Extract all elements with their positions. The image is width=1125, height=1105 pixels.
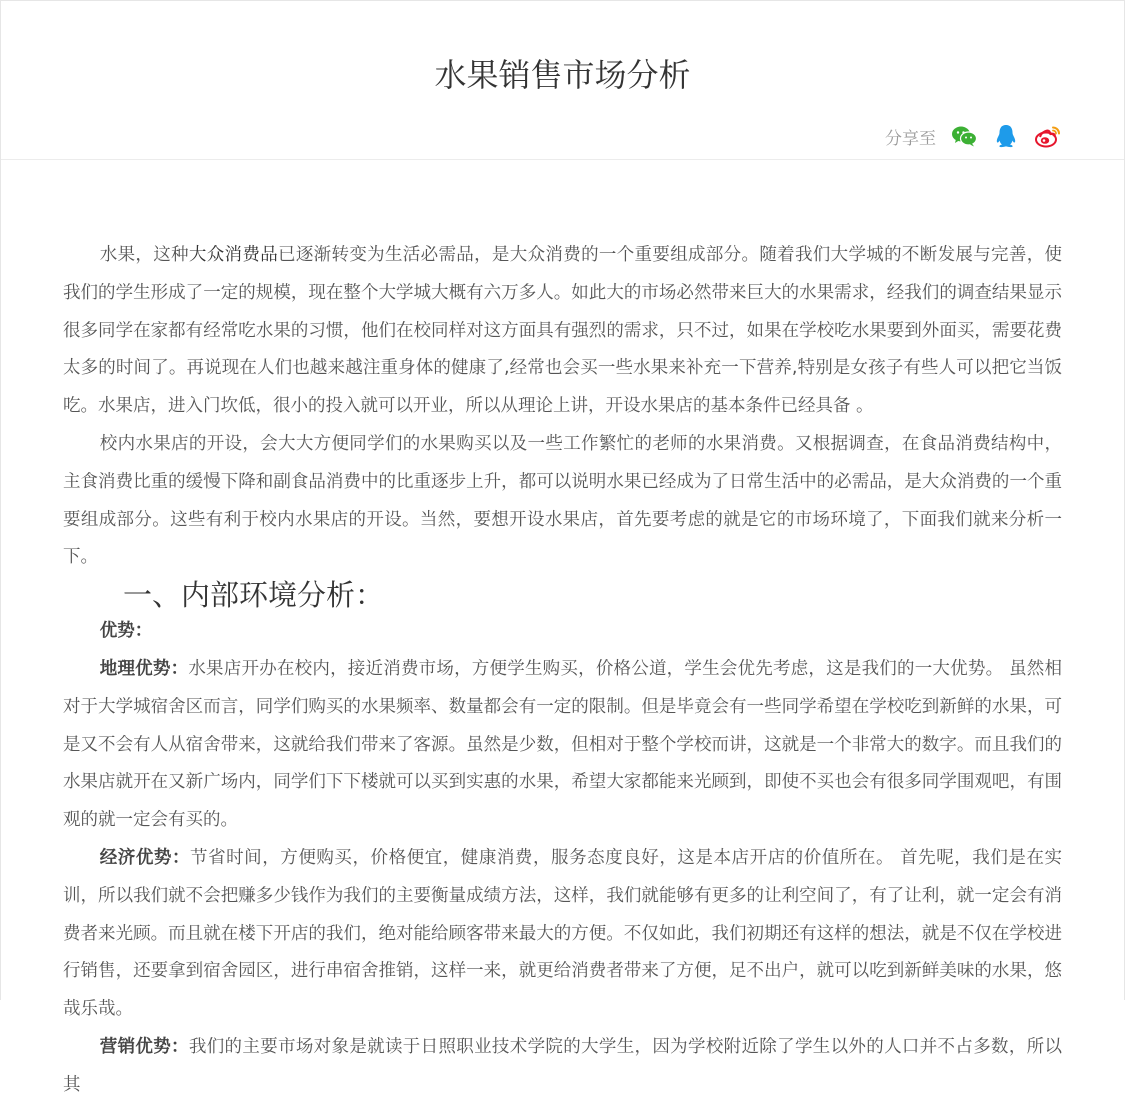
page-title: 水果销售市场分析 [434,56,691,94]
share-bar [885,122,1062,150]
geo-text: 水果店开办在校内，接近消费市场，方便学生购买，价格公道，学生会优先考虑，这是我们的一大优势。 虽然相对于大学城宿舍区而言，同学们购买的水果频率、数量都会有一定的限制。但是毕竟会有一些同学希望在学校吃到新鲜的水果，可是又不会有人从宿舍带来，这就给我们带来了客源。虽然是少数，但相对于整个学校而讲，这就是一个非常大的数字。而且我们的水果店就开在又新广场内，同学们下下楼就可以买到实惠的水果，希望大家都能来光顾到，即使不买也会有很多同学围观吧，有围观的就一定会有买的。 [63,658,1063,831]
paragraph-intro-text-b: 已逐渐转变为生活必需品，是大众消费的一个重要组成部分。随着我们大学城的不断发展与完善，使我们的学生形成了一定的规模，现在整个大学城大概有六万多人。如此大的市场必然带来巨大的水果需求，经我们的调查结果显示很多同学在家都有经常吃水果的习惯，他们在校同样对这方面具有强烈的需求，只不过，如果在学校吃水果要到外面买，需要花费太多的时间了。再说现在人们也越来越注重身体的健康了,经常也会买一些水果来补充一下营养,特别是女孩子有些人可以把它当饭吃。水果店，进入门坎低，很小的投入就可以开业，所以从理论上讲，开设水果店的基本条件已经具备 。 [63,245,1063,417]
paragraph-intro [63,237,1062,426]
weibo-icon[interactable] [1034,122,1062,150]
article-header [1,1,1124,160]
share-label: 分享至 [885,128,936,149]
eco-label: 经济优势： [99,847,191,868]
paragraph-campus: 校内水果店的开设，会大大方便同学们的水果购买以及一些工作繁忙的老师的水果消费。又根据调查，在食品消费结构中，主食消费比重的缓慢下降和副食品消费中的比重逐步上升，都可以说明水果已经成为了日常生活中的必需品，是大众消费的一个重要组成部分。这些有利于校内水果店的开设。当然，要想开设水果店，首先要考虑的就是它的市场环境了，下面我们就来分析一下。 [63,433,1062,568]
mkt-text: 我们的主要市场对象是就读于日照职业技术学院的大学生，因为学校附近除了学生以外的人口并不占多数，所以其 [63,1036,1063,1095]
section-heading: 一、内部环境分析： [123,578,385,613]
advantages-label-paragraph [63,613,1062,651]
eco-text: 节省时间，方便购买，价格便宜，健康消费，服务态度良好，这是本店开店的价值所在。 首先呢，我们是在实训，所以我们就不会把赚多少钱作为我们的主要衡量成绩方法，这样，我们就能够有更多的让利空间了，有了让利，就一定会有消费者来光顾。而且就在楼下开店的我们，绝对能给顾客带来最大的方便。不仅如此，我们初期还有这样的想法，就是不仅在学校进行销售，还要拿到宿舍园区，进行串宿舍推销，这样一来，就更给消费者带来了方便，足不出户，就可以吃到新鲜美味的水果，悠哉乐哉。 [63,847,1063,1020]
advantages-label: 优势： [99,621,153,642]
geo-label: 地理优势： [99,658,189,679]
paragraph-eco [63,840,1062,1029]
mkt-label: 营销优势： [99,1036,189,1057]
highlight-term: 大众消费品 [188,245,279,265]
paragraph-mkt [63,1029,1062,1105]
paragraph-geo [63,651,1062,840]
paragraph-intro-text-a: 水果，这种 [99,245,189,265]
wechat-icon[interactable] [950,122,978,150]
qq-icon[interactable] [992,122,1020,150]
article-body [63,237,1062,1105]
